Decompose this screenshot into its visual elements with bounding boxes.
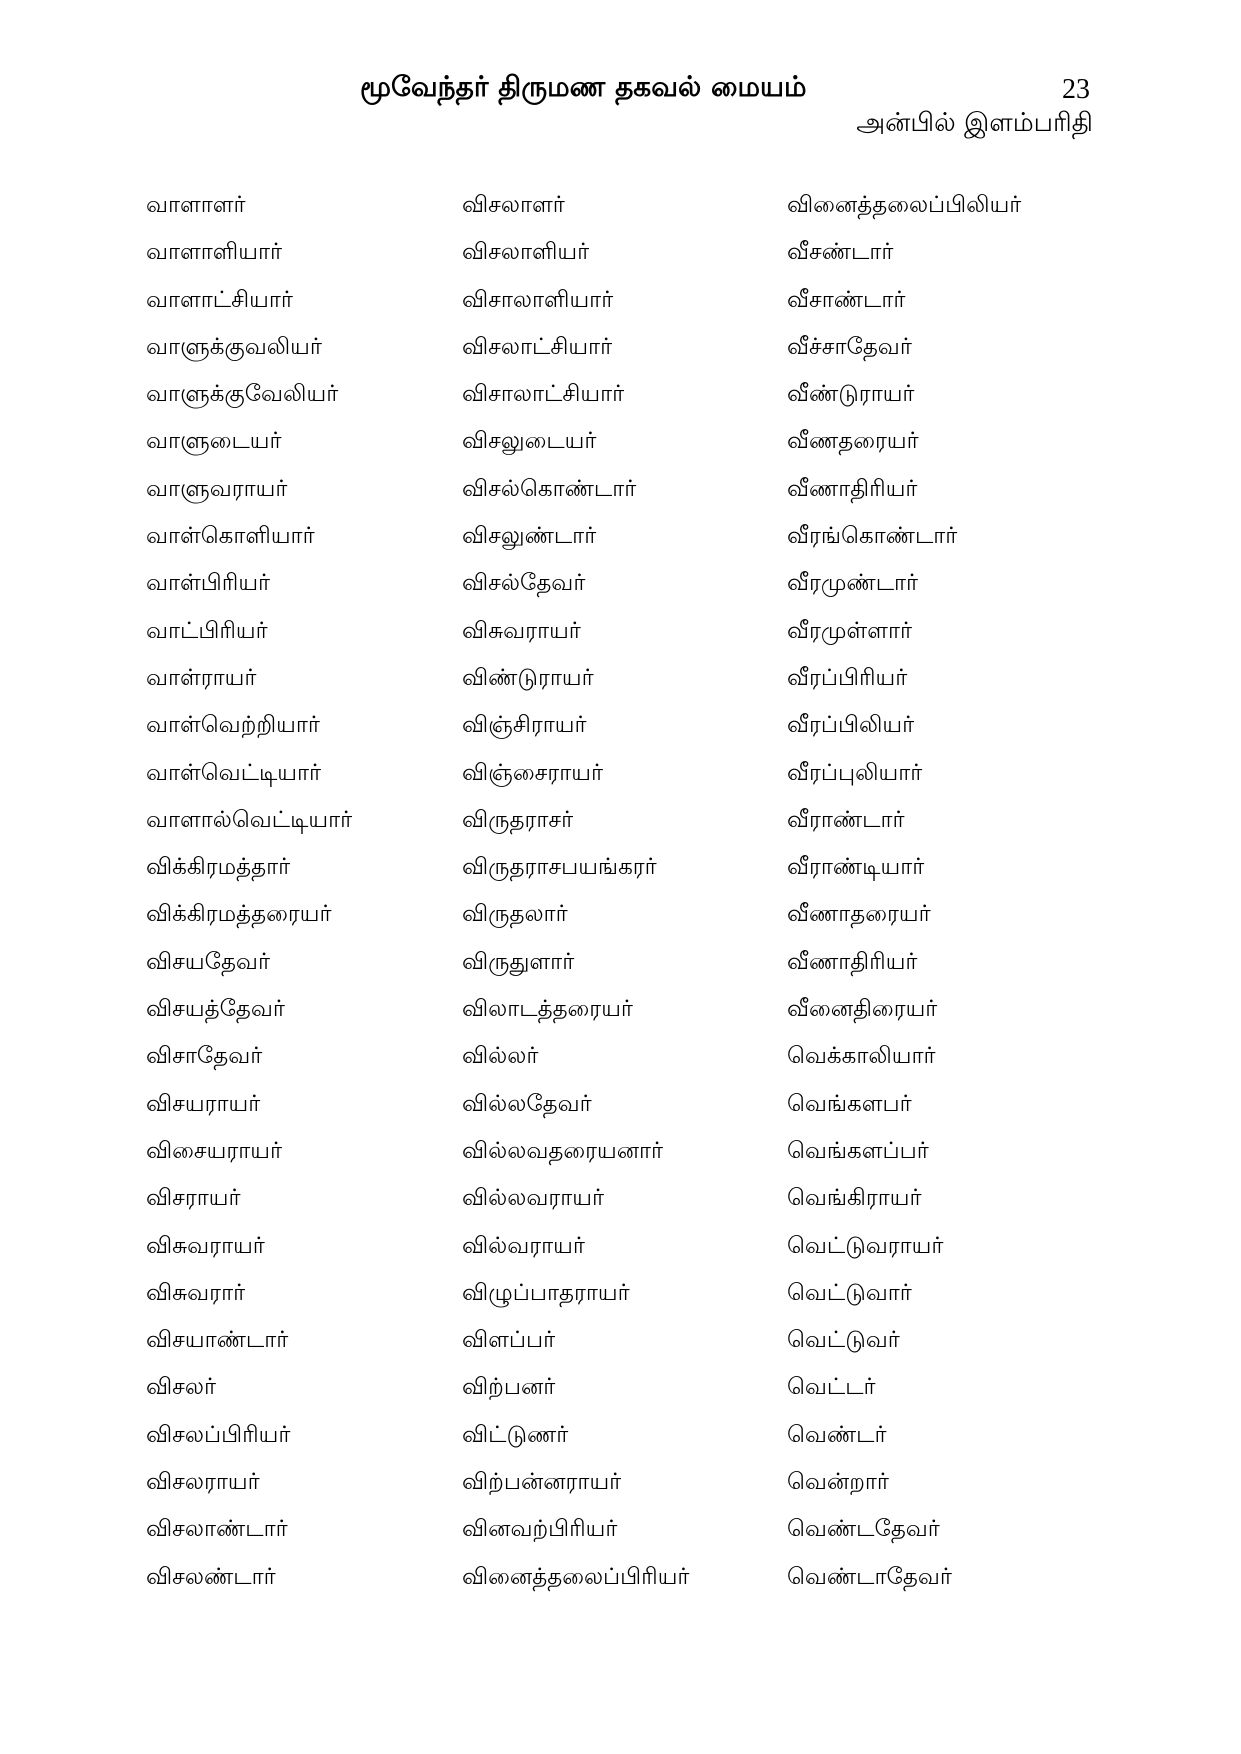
list-item: விசலராயர் <box>146 1469 260 1496</box>
list-item: வீரமுண்டார் <box>787 570 919 597</box>
list-item: வீராண்டியார் <box>787 854 925 881</box>
list-item: வீணாதிரியர் <box>787 475 918 502</box>
list-item: விசலுண்டார் <box>462 523 597 550</box>
list-item: விசையராயர் <box>146 1137 283 1164</box>
list-item: விண்டுராயர் <box>462 664 594 691</box>
name-column-2 <box>462 182 782 1601</box>
list-item: வீச்சாதேவர் <box>787 333 912 360</box>
list-item: வெட்டுவார் <box>787 1279 912 1306</box>
list-item: விசயதேவர் <box>146 948 270 975</box>
list-item: வீரங்கொண்டார் <box>787 523 958 550</box>
list-item: விசயத்தேவர் <box>146 996 285 1023</box>
list-item: வாட்பிரியர் <box>146 617 268 644</box>
name-column-3 <box>787 182 1117 1601</box>
list-item: வில்லர் <box>462 1043 539 1070</box>
list-item: வெண்டாதேவர் <box>787 1563 952 1590</box>
list-item: வாளுக்குவேலியர் <box>146 381 339 408</box>
list-item: வீரப்பிலியர் <box>787 712 915 739</box>
list-item: விக்கிரமத்தரையர் <box>146 901 332 928</box>
list-item: வென்றார் <box>787 1469 889 1496</box>
list-item: விசாதேவர் <box>146 1043 263 1070</box>
list-item: வீண்டுராயர் <box>787 381 915 408</box>
list-item: வெக்காலியார் <box>787 1043 936 1070</box>
list-item: வாள்பிரியர் <box>146 570 271 597</box>
list-item: வாள்ராயர் <box>146 664 257 691</box>
list-item: வீணதரையர் <box>787 428 919 455</box>
list-item: வில்லவராயர் <box>462 1185 604 1212</box>
list-item: விசாலாட்சியார் <box>462 381 625 408</box>
list-item: விக்கிரமத்தார் <box>146 854 291 881</box>
list-item: வெங்களபர் <box>787 1090 912 1117</box>
list-item: வெண்டதேவர் <box>787 1516 940 1543</box>
list-item: விசலுடையர் <box>462 428 597 455</box>
list-item: வாள்வெட்டியார் <box>146 759 322 786</box>
list-item: வீசண்டார் <box>787 239 894 266</box>
list-item: வினைத்தலைப்பிரியர் <box>462 1563 690 1590</box>
list-item: விழுப்பாதராயர் <box>462 1279 630 1306</box>
list-item: வாளுடையர் <box>146 428 282 455</box>
list-item: வாளால்வெட்டியார் <box>146 806 353 833</box>
list-item: விசலர் <box>146 1374 217 1401</box>
list-item: வீசாண்டார் <box>787 286 906 313</box>
list-item: விசாலாளியார் <box>462 286 614 313</box>
list-item: விருதராசர் <box>462 806 574 833</box>
list-item: வினைத்தலைப்பிலியர் <box>787 192 1022 218</box>
list-item: வில்லவதரையனார் <box>462 1137 664 1164</box>
list-item: வில்லதேவர் <box>462 1090 592 1117</box>
name-column-1 <box>146 182 446 1601</box>
list-item: விருதுளார் <box>462 948 575 975</box>
list-item: வாளாட்சியார் <box>146 286 293 313</box>
list-item: வெட்டர் <box>787 1374 876 1401</box>
list-item: வெங்கிராயர் <box>787 1185 922 1212</box>
author-name: அன்பில் இளம்பரிதி <box>856 108 1093 138</box>
list-item: வீணாதிரியர் <box>787 948 918 975</box>
list-item: விற்பனர் <box>462 1374 556 1401</box>
list-item: வாளாளியார் <box>146 239 282 266</box>
list-item: வீரப்புலியார் <box>787 759 923 786</box>
list-item: விளப்பர் <box>462 1327 556 1354</box>
list-item: வெண்டர் <box>787 1421 887 1448</box>
list-item: விருதலார் <box>462 901 568 928</box>
list-item: விசலாளியர் <box>462 239 590 266</box>
list-item: வீனைதிரையர் <box>787 996 938 1023</box>
list-item: விசலாளர் <box>462 192 565 218</box>
list-item: வெங்களப்பர் <box>787 1137 929 1164</box>
list-item: வெட்டுவராயர் <box>787 1232 944 1259</box>
list-item: விசல்தேவர் <box>462 570 586 597</box>
list-item: விசலாட்சியார் <box>462 333 613 360</box>
list-item: வாளுவராயர் <box>146 475 288 502</box>
list-item: வீணாதரையர் <box>787 901 931 928</box>
list-item: விருதராசபயங்கரர் <box>462 854 657 881</box>
list-item: வில்வராயர் <box>462 1232 585 1259</box>
list-item: வீராண்டார் <box>787 806 905 833</box>
list-item: வீரமுள்ளார் <box>787 617 912 644</box>
list-item: விசயராயர் <box>146 1090 261 1117</box>
list-item: வாளுக்குவலியர் <box>146 333 322 360</box>
list-item: விஞ்சைராயர் <box>462 759 604 786</box>
list-item: விசுவராயர் <box>146 1232 265 1259</box>
list-item: வாளாளர் <box>146 192 246 218</box>
list-item: விலாடத்தரையர் <box>462 996 633 1023</box>
list-item: விசராயர் <box>146 1185 241 1212</box>
list-item: விசல்கொண்டார் <box>462 475 637 502</box>
list-item: விசயாண்டார் <box>146 1327 289 1354</box>
list-item: விஞ்சிராயர் <box>462 712 587 739</box>
list-item: வாள்கொளியார் <box>146 523 315 550</box>
list-item: விட்டுணர் <box>462 1421 569 1448</box>
list-item: வாள்வெற்றியார் <box>146 712 320 739</box>
list-item: விசுவரார் <box>146 1279 246 1306</box>
list-item: வினவற்பிரியர் <box>462 1516 618 1543</box>
list-item: வீரப்பிரியர் <box>787 664 908 691</box>
list-item: வெட்டுவர் <box>787 1327 900 1354</box>
list-item: விசலப்பிரியர் <box>146 1421 291 1448</box>
page-number: 23 <box>1062 74 1090 105</box>
list-item: விசலாண்டார் <box>146 1516 288 1543</box>
page-title: மூவேந்தர் திருமண தகவல் மையம் <box>360 70 807 103</box>
list-item: விற்பன்னராயர் <box>462 1469 622 1496</box>
list-item: விசலண்டார் <box>146 1563 276 1590</box>
list-item: விசுவராயர் <box>462 617 581 644</box>
